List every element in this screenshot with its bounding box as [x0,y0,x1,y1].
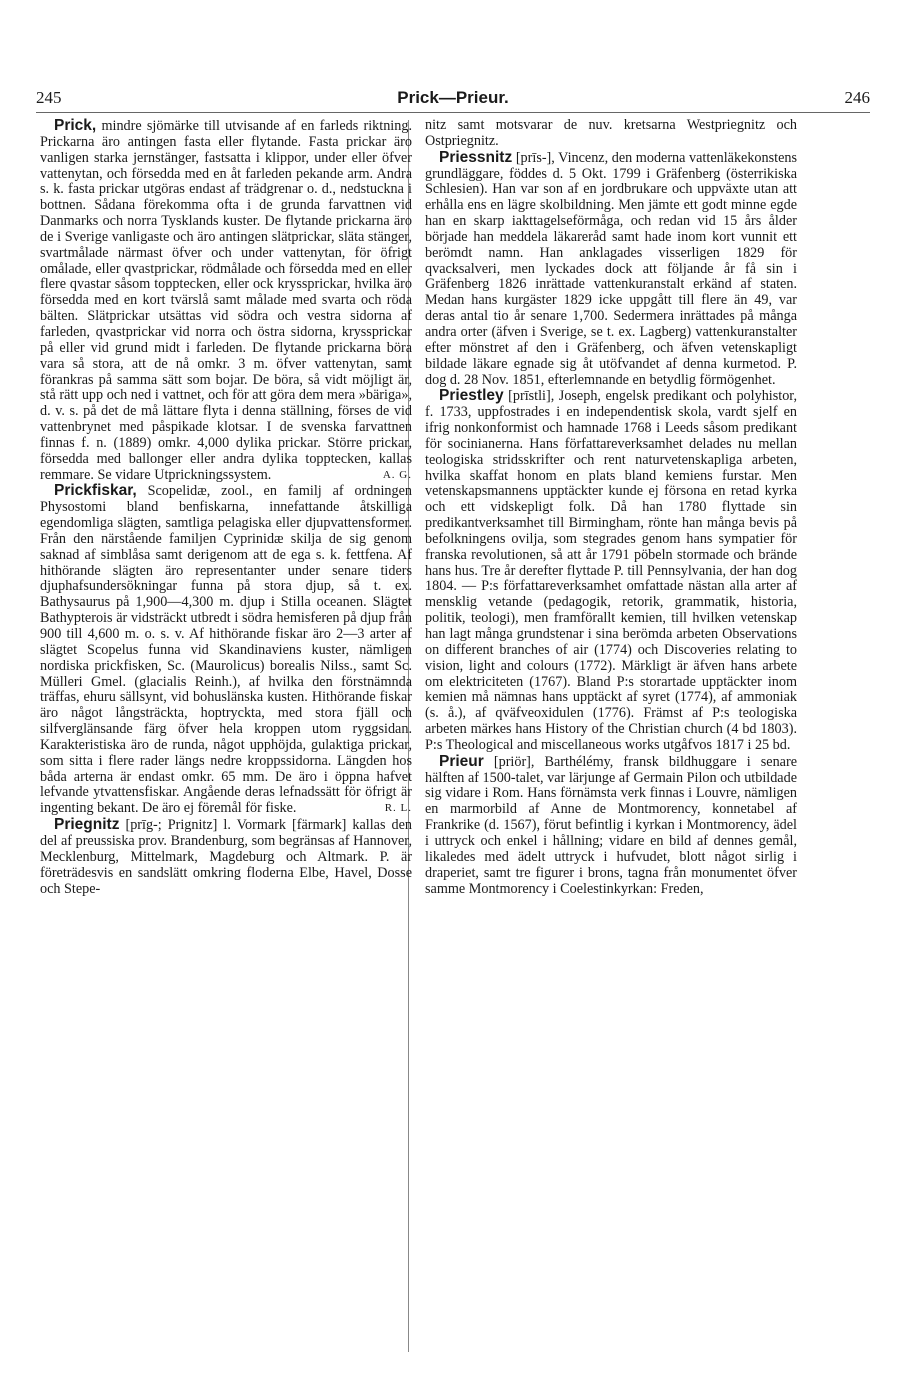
entry-text: [prīg-; Prignitz] l. Vormark [färmark] kallas den del af preussiska prov. Brandenburg, som begränsas af Hannover, Mecklenburg, Mittelmark, Magdeburg och Altmark. P. är företrädesvis en sandslätt omkring floderna Elbe, Havel, Dosse och Stepe- [40,817,412,897]
entry-text: Scopelidæ, zool., en familj af ordningen Physostomi bland benfiskarna, innefattande åtskilliga egendomliga slägten, samtliga pelagiska eller djupvattensformer. Från den närstående familjen Cyprinidæ skilja de sig genom saknad af simblåsa samt derigenom att de ega s. k. fettfena. Af hithörande slägten äro representanter under senare tiders djuphafsundersökningar funna på stora djup, så t. ex. Bathysaurus på 1,900—4,300 m. djup i Stilla oceanen. Slägtet Bathypterois är vidsträckt utbredt i södra hemisferen på djup från 900 till 4,600 m. o. s. v. Af hithörande fiskar äro 2—3 arter af slägtet Scopelus funna vid Skandinaviens kuster, nämligen nordiska prickfisken, Sc. (Maurolicus) borealis Nilss., samt Sc. Mülleri Gmel. (glacialis Reinh.), af hvilka den förstnämnda träffas, ehuru sällsynt, vid bohuslänska kusten. Hithörande fiskar äro något långsträckta, hoptryckta, med stora fjäll och silfverglänsande färg öfver hela kroppen utom ryggsidan. Karakteristiska äro de runda, något upphöjda, gulaktiga prickar, som sitta i flere rader längs nedre kroppssidorna. Längden hos båda arterna är endast omkr. 65 mm. De äro i öppna hafvet lefvande ytvattensfiskar. Angående deras lefnadssätt för öfrigt är ingenting bekant. De äro ej föremål för fiske. [40,483,412,817]
headword: Prickfiskar, [54,482,137,500]
author-signature: A. G. [382,468,412,481]
entry-prick [40,118,412,483]
page-title: Prick—Prieur. [397,88,509,107]
entry-text: [priör], Barthélémy, fransk bildhuggare i senare hälften af 1500-talet, var lärjunge af Germain Pilon och utbildade sig vidare i Rom. Hans förnämsta verk finnas i Louvre, nämligen en marmorbild af Anne de Montmorency, konnetabel af Frankrike (d. 1567), förut befintlig i kyrkan i Montmorency, ädel i uttryck och enkel i hållning; vidare en bild af dennes gemål, likaledes med ädelt uttryck i hufvudet, blott något sirlig i draperiet, samt tre figurer i brons, tagna från monumentet öfver samme Montmorency i Coelestinkyrkan: Freden, [425,753,797,897]
entry-text: mindre sjömärke till utvisande af en farleds riktning. Prickarna äro antingen fasta eller flytande. Fasta prickar äro vanligen starka jernstänger, fastsatta i klippor, under eller öfver vattenytan, och försedda med en åt farleden pekande arm. Andra s. k. fasta prickar utgöras endast af trädgrenar o. d., nedstuckna i bottnen. Sådana förekomma ofta i de grunda farvattnen vid Danmarks och norra Tysklands kuster. De flytande prickarna äro de i Sverige vanligaste och äro antingen slätprickar, släta stänger, svartmålade närmast öfver och under vattenytan, för öfrigt omålade, eller qvastprickar, rödmålade och försedda med en eller flere qvastar såsom topptecken, eller ock kryssprickar, hvilka äro försedda med en kort tvärslå samt målade med svarta och röda bälten. Slätprickar utsättas vid södra och vestra sidorna af farleden, qvastprickar vid norra och östra sidorna, kryssprickar på eller vid grund midt i farleden. De flytande prickarna böra vara så stora, att de nå omkr. 3 m. öfver vattenytan, samt förankras på samma sätt som bojar. De böra, så vidt möjligt är, stå rätt upp och ned i vattnet, och för att göra dem mera »bäriga», d. v. s. på det de må lättare flyta i denna ställning, förses de vid vattenbrynet med påspikade klotsar. I de svenska farvattnen finnas f. n. (1889) omkr. 4,000 dylika prickar. Större prickar, försedda med ballonger eller andra dylika topptecken, kallas remmare. Se vidare Utprickningssystem. [40,118,412,483]
entry-text: [prīstli], Joseph, engelsk predikant och polyhistor, f. 1733, uppfostrades i en independentisk skola, vardt sjelf en ifrig nonkonformist och hamnade 1768 i Leeds såsom predikant för socinianerna. Hans författareverksamhet delades nu mellan teologiska stridsskrifter och rent naturvetenskapliga arbeten, hvilka skaffat honom en plats bland kemiens furstar. Men vetenskapsmannens upptäckter kunde ej försona en retad kyrka och ett vidskepligt folk. Då han 1780 flyttade sin predikantverksamhet till Birmingham, rönte han många bevis på befolkningens ovilja, som stegrades genom hans sympatier för franska revolutionen, så att år 1791 pöbeln stormade och brände hans hus. Tre år derefter flyttade P. till Pennsylvania, der han dog 1804. — P:s författareverksamhet omfattade nästan alla arter af mensklig vetande (pedagogik, retorik, grammatik, historia, politik, teologi), men framförallt kemien, till hvilken vetenskap han lagt många grundstenar i sina berömda arbeten Observations on different branches of air (1774) och Discoveries relating to vision, light and colours (1772). Märkligt är äfven hans arbete om elektriciteten (1767). Bland P:s storartade upptäckter inom kemien må nämnas hans upptäckt af syret (1774), af ammoniak (s. å.), af qväfveoxidulen (1776). Främst af P:s teologiska arbeten märkes hans History of the Christian church (4 bd 1803). P:s Theological and miscellaneous works utgåfvos 1817 i 25 bd. [425,388,797,753]
entry-priessnitz [425,150,797,389]
page-number-right: 246 [844,88,870,107]
entry-priegnitz-continued: nitz samt motsvarar de nuv. kretsarna Westpriegnitz och Ostpriegnitz. [425,117,797,149]
author-signature: R. L. [384,802,412,815]
entry-priestley [425,388,797,753]
headword: Prieur [439,752,484,770]
entry-priegnitz [40,817,412,897]
entry-prieur [425,754,797,898]
entry-text: [prīs-], Vincenz, den moderna vattenläkekonstens grundläggare, föddes d. 5 Okt. 1799 i Gräfenberg (österrikiska Schlesien). Han var son af en jordbrukare och uppväxte utan att erhålla ens en lägre skolbildning. Men jämte ett godt minne egde han en skarp iakttagelseförmåga, och redan vid 15 års ålder började han meddela läkareråd samt hade inom kort vunnit ett berömdt namn. Han anklagades visserligen 1829 för qvacksalveri, men lyckades dock att följande år få sin i Gräfenberg 1826 inrättade vattenkuranstalt erkänd af staten. Medan hans kurgäster 1829 icke uppgått till flere än 49, var deras antal tio år senare 1,700. Sedermera inrättades på många andra orter (äfven i Sverige, se t. ex. Lagberg) vattenkuranstalter efter mönstret af den i Gräfenberg, och äfven vetenskapligt bildade läkare egnade sig åt utöfvandet af denna kurmetod. P. dog d. 28 Nov. 1851, efterlemnande en betydlig förmögenhet. [425,149,797,388]
headword: Priegnitz [54,816,120,834]
headword: Priessnitz [439,148,513,166]
header-rule [36,112,870,113]
headword: Priestley [439,387,504,405]
headword: Prick, [54,117,97,134]
left-column [40,118,412,897]
entry-prickfiskar [40,483,412,817]
page-number-left: 245 [36,88,62,107]
page-header [36,88,870,110]
right-column [425,118,797,897]
